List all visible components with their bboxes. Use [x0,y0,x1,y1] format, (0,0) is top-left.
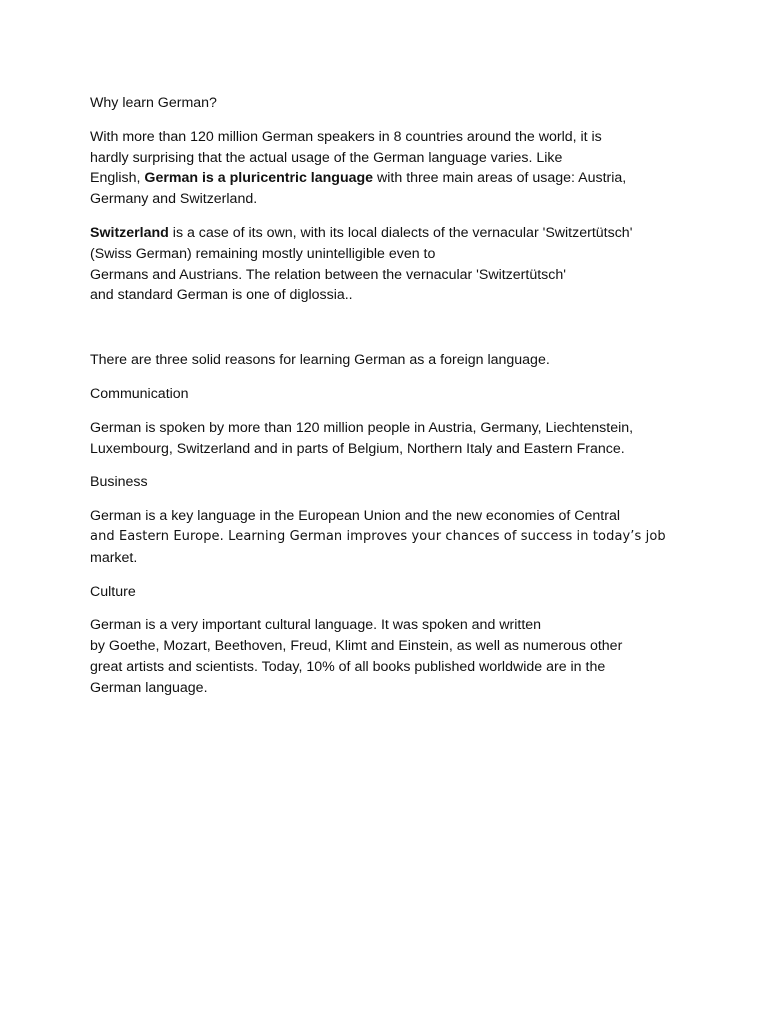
document-page [90,93,690,699]
intro-line-1: With more than 120 million German speakers in 8 countries around the world, it is [90,128,602,145]
business-line-3: market. [90,549,138,566]
switzerland-line-1-rest: is a case of its own, with its local dialects of the vernacular 'Switzertütsch' [168,224,633,241]
culture-heading [90,582,690,603]
intro-line-4: Germany and Switzerland. [90,191,258,208]
communication-line-2: Luxembourg, Switzerland and in parts of Belgium, Northern Italy and Eastern France. [90,440,625,457]
intro-line-3 [90,168,690,189]
culture-paragraph [90,615,690,698]
communication-heading [90,384,690,405]
intro-line-3-suffix: with three main areas of usage: Austria, [373,170,627,187]
communication-heading-text: Communication [90,385,189,402]
business-line-2: and Eastern Europe. Learning German improves your chances of success in today’s job [90,528,666,544]
culture-line-1: German is a very important cultural language. It was spoken and written [90,617,542,634]
switzerland-line-2: (Swiss German) remaining mostly unintelligible even to [90,245,436,262]
switzerland-line-3: Germans and Austrians. The relation between the vernacular 'Switzertütsch' [90,266,566,283]
reasons-intro-paragraph [90,350,690,371]
communication-paragraph [90,418,690,460]
switzerland-emphasis: Switzerland [90,224,169,241]
culture-line-3: great artists and scientists. Today, 10% of all books published worldwide are in the [90,658,606,675]
reasons-intro-text: There are three solid reasons for learning German as a foreign language. [90,352,550,369]
business-heading [90,472,690,493]
switzerland-line-1 [90,223,690,244]
document-title-text: Why learn German? [90,95,217,111]
intro-line-3-prefix: English, [90,170,145,187]
business-heading-text: Business [90,474,148,491]
intro-paragraph [90,127,690,210]
switzerland-paragraph [90,223,690,306]
culture-heading-text: Culture [90,583,136,600]
communication-line-1: German is spoken by more than 120 million people in Austria, Germany, Liechtenstein, [90,419,634,436]
culture-line-4: German language. [90,679,208,696]
pluricentric-emphasis: German is a pluricentric language [144,170,374,187]
switzerland-line-4: and standard German is one of diglossia.. [90,287,353,304]
culture-line-2: by Goethe, Mozart, Beethoven, Freud, Klimt and Einstein, as well as numerous other [90,638,623,655]
intro-line-2: hardly surprising that the actual usage of the German language varies. Like [90,149,563,166]
document-title [90,93,690,114]
business-paragraph [90,506,690,568]
business-line-1: German is a key language in the European Union and the new economies of Central [90,508,620,525]
